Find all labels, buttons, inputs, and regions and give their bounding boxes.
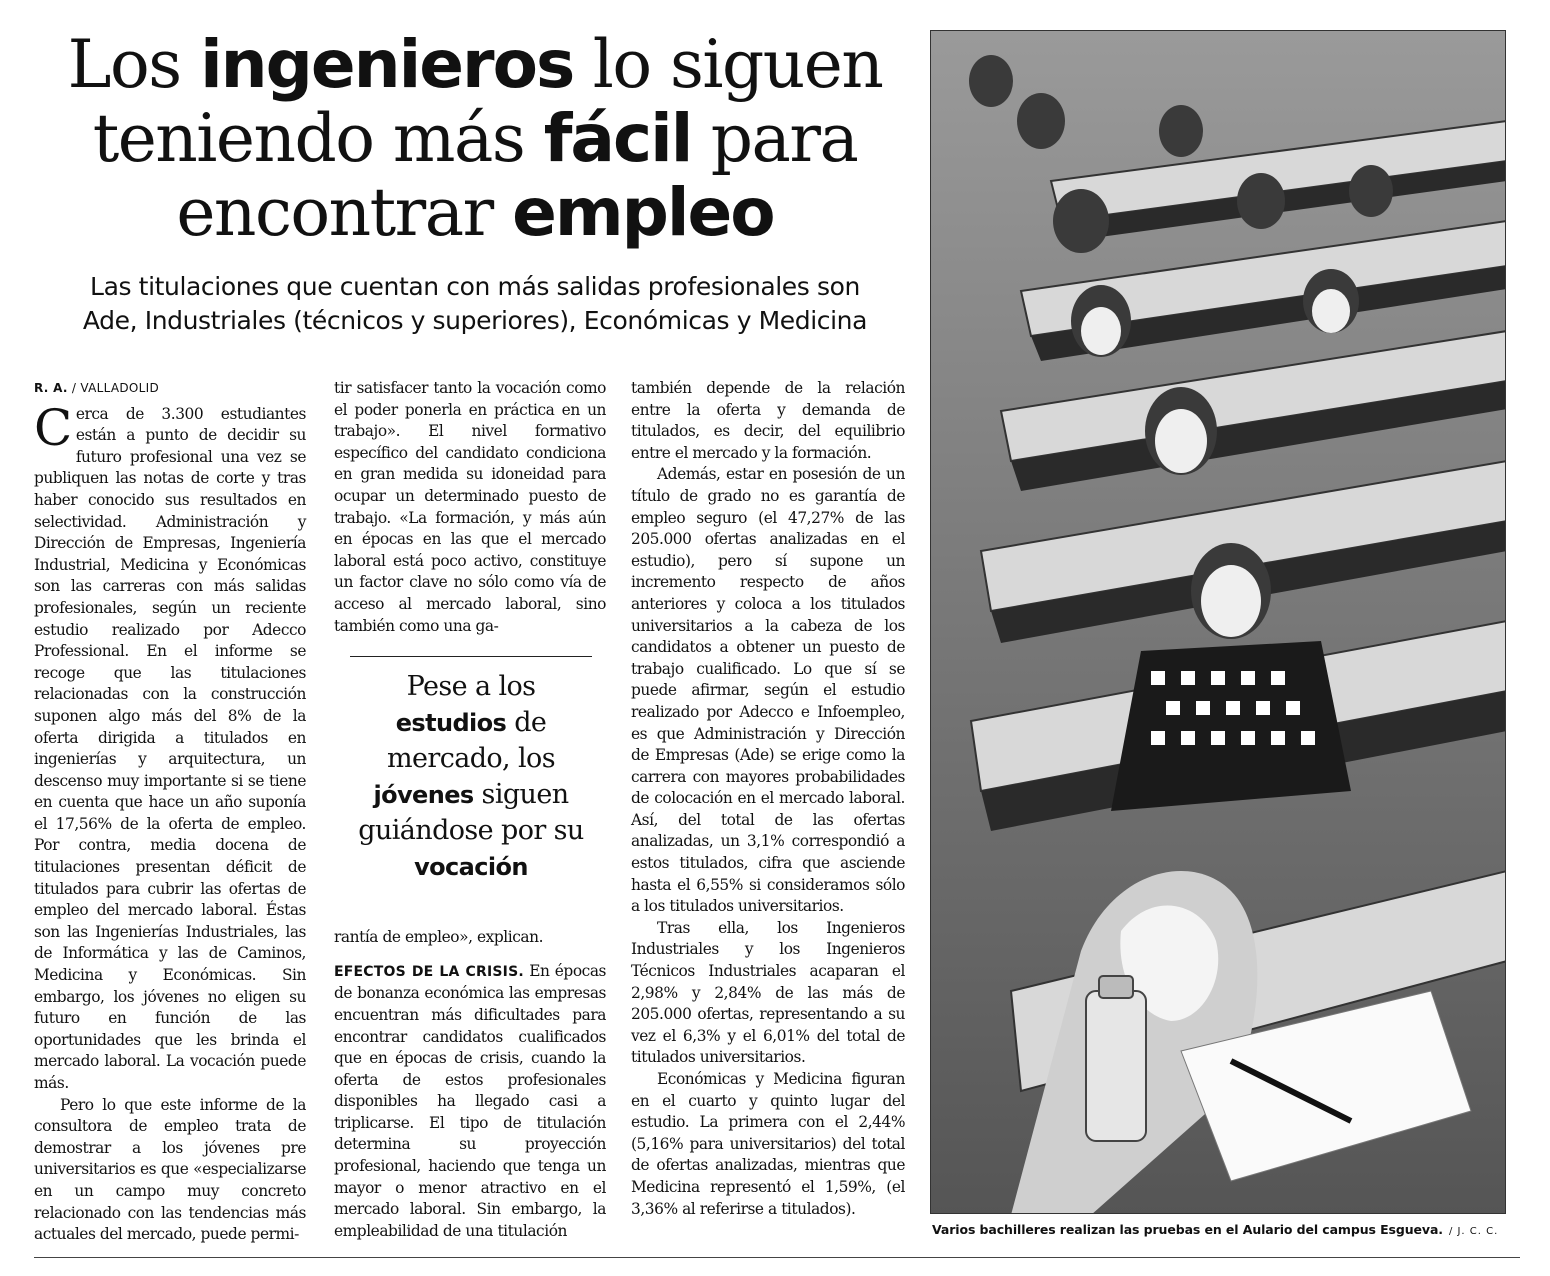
pull-quote: Pese a los estudios de mercado, los jóvenes siguen guiándose por su vocación <box>350 656 592 885</box>
subheadline <box>40 270 910 338</box>
section-heading: EFECTOS DE LA CRISIS. <box>334 963 524 980</box>
article-photo <box>930 30 1506 1214</box>
caption-text: Varios bachilleres realizan las pruebas en el Aulario del campus Esgueva. <box>932 1222 1443 1237</box>
photo-credit: / J. C. C. <box>1448 1226 1499 1237</box>
headline-line-3: encontrar empleo <box>176 174 774 251</box>
article-column-1 <box>34 378 306 1246</box>
bottom-rule <box>34 1257 1520 1258</box>
drop-cap: C <box>34 398 72 457</box>
headline-line-2: teniendo más fácil para <box>92 100 858 177</box>
article-column-3 <box>631 378 905 1220</box>
photo-caption <box>932 1222 1522 1237</box>
article-paragraph: Tras ella, los Ingenieros Industriales y los Ingenieros Técnicos Industriales acaparan el 2,98% y 2,84% de las más de 205.000 ofertas, representando a su vez el 6,3% y el 6,01% del total de titulados universitarios. <box>631 918 905 1067</box>
byline-author: R. A. <box>34 381 68 395</box>
article-paragraph: tir satisfacer tanto la vocación como el poder ponerla en práctica en un trabajo». El nivel formativo específico del candidato condiciona en gran medida su idoneidad para ocupar un determinado puesto de trabajo. «La formación, y más aún en épocas en las que el mercado laboral está poco activo, constituye un factor clave no sólo como vía de acceso al mercado laboral, sino también como una ga- <box>334 379 606 635</box>
students-exam-photo-icon <box>931 31 1506 1214</box>
byline-location: / VALLADOLID <box>71 381 160 395</box>
byline <box>34 378 306 400</box>
article-paragraph: EFECTOS DE LA CRISIS. En épocas de bonanza económica las empresas encuentran más dificultades para encontrar candidatos cualificados que en épocas de crisis, cuando la oferta de estos profesionales disponibles ha llegado casi a triplicarse. El tipo de titulación determina su proyección profesional, haciendo que tenga un mayor o menor atractivo en el mercado laboral. Sin embargo, la empleabilidad de una titulación <box>334 961 606 1240</box>
headline-line-1: Los ingenieros lo siguen <box>67 26 883 103</box>
subheadline-line-2: Ade, Industriales (técnicos y superiores), Económicas y Medicina <box>82 306 868 335</box>
article-paragraph: Económicas y Medicina figuran en el cuarto y quinto lugar del estudio. La primera con el 2,44% (5,16% para universitarios) del total de ofertas analizadas, mientras que Medicina representó el 1,59%, (el 3,36% al referirse a titulados). <box>631 1070 905 1218</box>
article-paragraph: Además, estar en posesión de un título de grado no es garantía de empleo seguro (el 47,27% de las 205.000 ofertas analizadas en el estudio), pero sí supone un incremento respecto de años anteriores y coloca a los titulados universitarios a la cabeza de los candidatos a obtener un puesto de trabajo cualificado. Lo que sí se puede afirmar, según el estudio realizado por Adecco e Infoempleo, es que Administración y Dirección de Empresas (Ade) se erige como la carrera con mayores probabilidades de colocación en el mercado laboral. Así, del total de las ofertas analizadas, un 3,1% correspondió a estos titulados, cifra que asciende hasta el 6,55% si consideramos sólo a los titulados universitarios. <box>631 465 905 916</box>
article-paragraph: Pero lo que este informe de la consultora de empleo trata de demostrar a los jóvenes pre universitarios es que «especializarse en un campo muy concreto relacionado con las tendencias más actuales del mercado, puede permi- <box>34 1095 306 1244</box>
article-paragraph: también depende de la relación entre la oferta y demanda de titulados, es decir, del equilibrio entre el mercado y la formación. <box>631 379 905 462</box>
article-paragraph: Cerca de 3.300 estudiantes están a punto de decidir su futuro profesional una vez se publiquen las notas de corte y tras haber conocido sus resultados en selectividad. Administración y Dirección de Empresas, Ingeniería Industrial, Medicina y Económicas son las carreras con más salidas profesionales, según un reciente estudio realizado por Adecco Professional. En el informe se recoge que las titulaciones relacionadas con la construcción suponen algo más del 8% de la oferta dirigida a titulados en ingenierías y arquitectura, un descenso muy importante si se tiene en cuenta que hace un año suponía el 17,56% de la oferta de empleo. Por contra, media docena de titulaciones presentan déficit de titulados para cubrir las ofertas de empleo del mercado laboral. Éstas son las Ingenierías Industriales, las de Informática y las de Caminos, Medicina y Económicas. Sin embargo, los jóvenes no eligen su futuro en función de las oportunidades que les brinda el mercado laboral. La vocación puede más. <box>34 398 306 1092</box>
headline <box>40 28 910 250</box>
subheadline-line-1: Las titulaciones que cuentan con más salidas profesionales son <box>90 272 860 301</box>
article-paragraph: rantía de empleo», explican. <box>334 928 544 947</box>
